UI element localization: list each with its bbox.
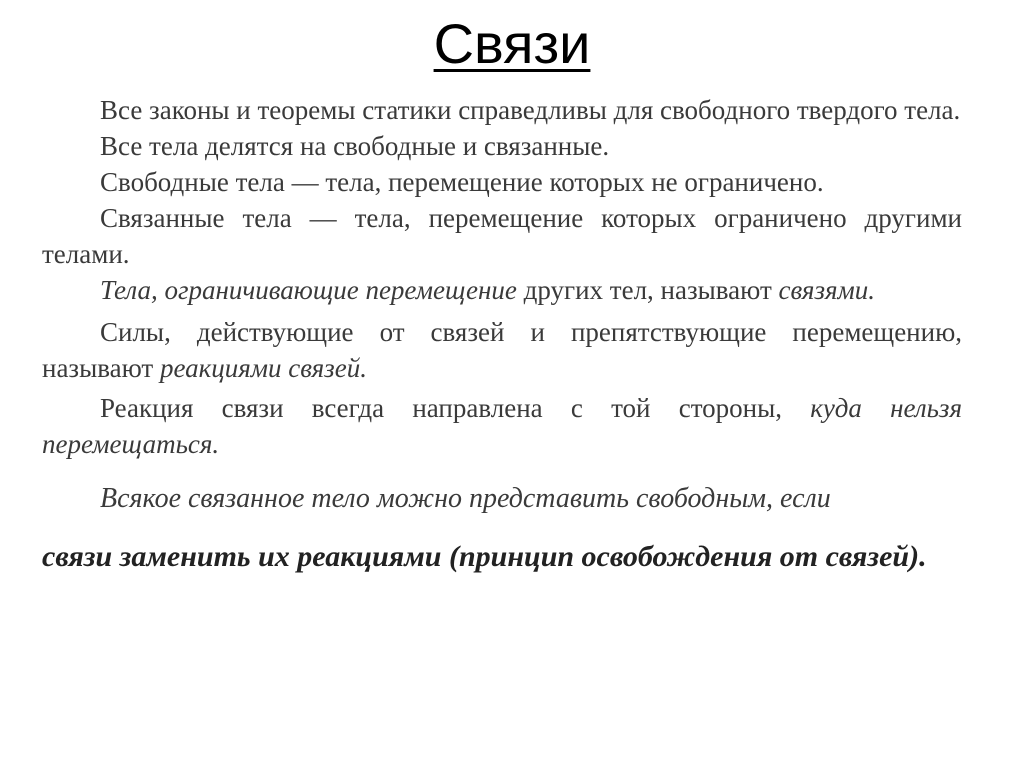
- paragraph-6-normal: Силы, действующие от связей и препятствующие перемещению, называют: [42, 317, 962, 383]
- paragraph-8: [42, 470, 962, 587]
- lecture-text-block: [42, 92, 962, 587]
- paragraph-5: [42, 272, 962, 308]
- paragraph-5-italic: Тела, ограничивающие перемещение: [100, 275, 517, 305]
- paragraph-7-italic: куда нельзя перемещаться.: [42, 393, 962, 459]
- paragraph-5-italic-term: связями.: [778, 275, 876, 305]
- paragraph-1: Все законы и теоремы статики справедливы для свободного твердого тела.: [100, 95, 961, 125]
- paragraph-8-italic: Всякое связанное тело можно представить свободным, если: [100, 483, 831, 514]
- paragraph-7: [42, 390, 962, 462]
- paragraph-2: Все тела делятся на свободные и связанные.: [100, 131, 610, 161]
- paragraph-7-normal: Реакция связи всегда направлена с той стороны,: [100, 393, 811, 423]
- slide-title-text: Связи: [433, 12, 591, 75]
- paragraph-6-italic: реакциями связей.: [159, 353, 367, 383]
- paragraph-4: Связанные тела — тела, перемещение которых ограничено другими телами.: [42, 203, 962, 269]
- paragraph-6: [42, 314, 962, 386]
- paragraph-3: Свободные тела — тела, перемещение которых не ограничено.: [100, 167, 824, 197]
- slide-title: [0, 12, 1024, 76]
- paragraph-8-principle: связи заменить их реакциями (принцип освобождения от связей).: [42, 540, 927, 573]
- paragraph-5-normal: других тел, называют: [516, 275, 779, 305]
